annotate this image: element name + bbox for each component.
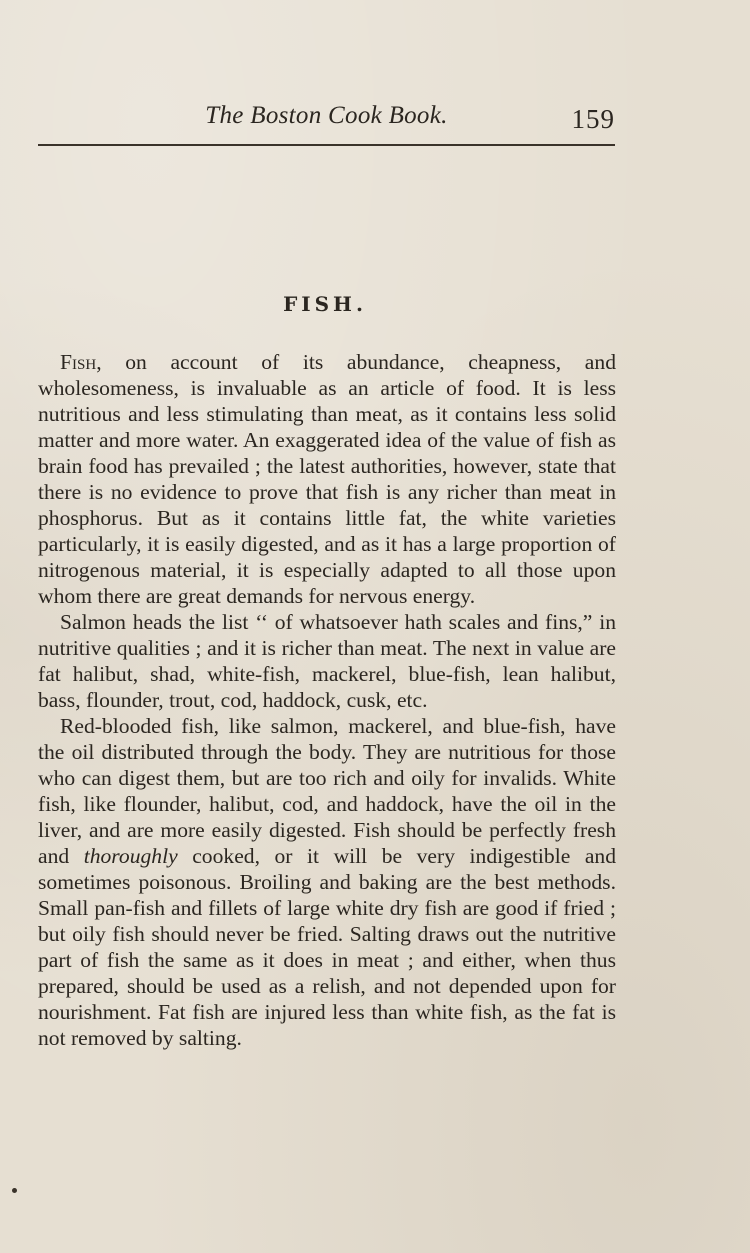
paragraph-3 xyxy=(38,713,616,1051)
paragraph-3-text-b: cooked, or it will be very indigestible and sometimes poisonous. Broiling and baking are the best methods. Small pan-fish and fillets of large white dry fish are good if fried ; but oily fish should never be fried. Salting draws out the nutritive part of fish the same as it does in meat ; and either, when thus prepared, should be used as a relish, and not depended upon for nourishment. Fat fish are injured less than white fish, as the fat is not removed by salting. xyxy=(38,844,616,1050)
paragraph-3-text-a: Red-blooded fish, like salmon, mackerel, and blue-fish, have the oil distributed through the body. They are nutritious for those who can digest them, but are too rich and oily for invalids. White fish, like flounder, halibut, cod, and haddock, have the oil in the liver, and are more easily digested. Fish should be perfectly fresh and xyxy=(38,714,616,868)
running-head xyxy=(38,102,615,138)
page-number: 159 xyxy=(571,104,615,134)
ink-speck xyxy=(12,1188,17,1193)
header-rule xyxy=(38,144,615,146)
running-title: The Boston Cook Book. xyxy=(205,102,448,129)
paragraph-1-text: , on account of its abundance, cheapness, and wholesomeness, is invaluable as an article of food. It is less nutritious and less stimulating than meat, as it contains less solid matter and more water. An exaggerated idea of the value of fish as brain food has prevailed ; the latest authorities, however, state that there is no evidence to prove that fish is any richer than meat in phosphorus. But as it contains little fat, the white varieties particularly, it is easily digested, and as it has a large proportion of nitrogenous material, it is especially adapted to all those upon whom there are great demands for nervous energy. xyxy=(38,350,616,608)
section-title: FISH. xyxy=(283,292,367,316)
paragraph-1 xyxy=(38,349,616,609)
paragraph-1-lead-word: Fish xyxy=(60,350,97,374)
paragraph-3-italic: thoroughly xyxy=(83,844,178,868)
paragraph-2: Salmon heads the list ‘‘ of whatsoever hath scales and fins,” in nutritive qualities ; and it is richer than meat. The next in value are fat halibut, shad, white-fish, mackerel, blue-fish, lean halibut, bass, flounder, trout, cod, haddock, cusk, etc. xyxy=(38,610,616,712)
body-text xyxy=(38,349,616,1051)
